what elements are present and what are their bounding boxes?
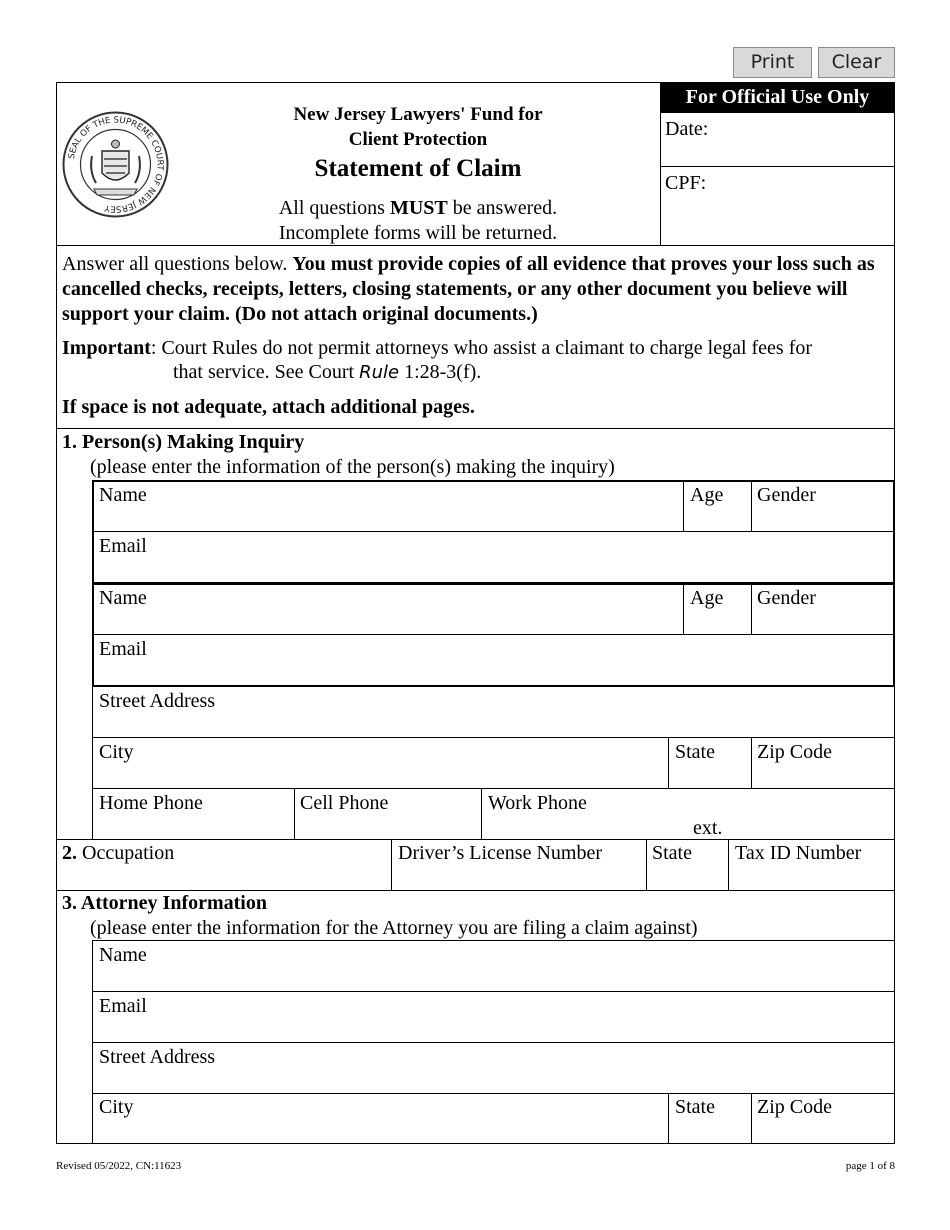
answer-note-suffix: be answered. bbox=[447, 197, 558, 219]
answer-note bbox=[180, 197, 656, 219]
attorney-state-input[interactable] bbox=[670, 1118, 749, 1142]
attorney-city-label: City bbox=[99, 1096, 134, 1118]
person2-age-input[interactable] bbox=[685, 609, 749, 633]
home-phone-input[interactable] bbox=[94, 814, 292, 838]
attorney-street-label: Street Address bbox=[99, 1046, 216, 1068]
attorney-zip-divider bbox=[751, 1093, 752, 1144]
section1-city-label: City bbox=[99, 741, 134, 763]
license-input[interactable] bbox=[393, 865, 644, 889]
attorney-name-bottom bbox=[92, 991, 895, 992]
person2-age-label: Age bbox=[690, 587, 724, 609]
important-text: : Court Rules do not permit attorneys who assist a claimant to charge legal fees for bbox=[150, 337, 813, 359]
attorney-street-bottom bbox=[92, 1093, 895, 1094]
official-date-label: Date: bbox=[665, 118, 709, 140]
person2-gender-label: Gender bbox=[757, 587, 816, 609]
person1-age-input[interactable] bbox=[685, 506, 749, 530]
work-phone-input[interactable] bbox=[483, 814, 688, 838]
attorney-name-label: Name bbox=[99, 944, 147, 966]
cell-phone-input[interactable] bbox=[296, 814, 479, 838]
person2-email-label: Email bbox=[99, 638, 147, 660]
instructions-evidence: You must provide copies of all evidence that proves your loss such as cancelled checks, receipts, letters, closing statements, or any other document you believe will support your claim. (Do not attach original documents.) bbox=[62, 253, 875, 325]
section1-zip-label: Zip Code bbox=[757, 741, 832, 763]
section1-work-divider bbox=[481, 788, 482, 839]
page-title: Statement of Claim bbox=[314, 155, 522, 182]
person2-email-input[interactable] bbox=[160, 636, 892, 684]
license-state-input[interactable] bbox=[648, 865, 726, 889]
section1-state-label: State bbox=[675, 741, 715, 763]
attorney-name-input[interactable] bbox=[94, 966, 892, 990]
instructions-paragraph bbox=[62, 252, 888, 327]
seal-ring-text: SEAL OF THE SUPREME COURT OF NEW JERSEY bbox=[66, 115, 165, 214]
incomplete-note: Incomplete forms will be returned. bbox=[278, 222, 558, 244]
attorney-city-input[interactable] bbox=[94, 1118, 666, 1142]
attorney-state-divider bbox=[668, 1093, 669, 1144]
section1-street-label: Street Address bbox=[99, 690, 216, 712]
license-label: Driver’s License Number bbox=[398, 842, 603, 864]
section2-license-divider bbox=[391, 839, 392, 890]
occupation-input[interactable] bbox=[58, 865, 389, 889]
tax-id-label: Tax ID Number bbox=[735, 842, 862, 864]
person1-gender-input[interactable] bbox=[753, 506, 892, 530]
attorney-email-input[interactable] bbox=[94, 1017, 892, 1041]
section2-number: 2. bbox=[62, 842, 77, 864]
important-line2-a: that service. See Court bbox=[173, 361, 360, 383]
section2-bottom-rule bbox=[56, 890, 895, 891]
occupation-label bbox=[62, 842, 174, 864]
section3-heading bbox=[62, 892, 267, 914]
answer-note-must: MUST bbox=[389, 197, 448, 219]
work-phone-label: Work Phone bbox=[488, 792, 587, 814]
person1-row-divider bbox=[92, 531, 895, 532]
section1-number: 1. bbox=[62, 431, 77, 453]
important-line2 bbox=[173, 361, 481, 384]
section1-zip-input[interactable] bbox=[753, 763, 892, 787]
official-cpf-label: CPF: bbox=[665, 172, 707, 194]
official-divider bbox=[660, 166, 895, 167]
official-use-title: For Official Use Only bbox=[660, 82, 895, 113]
occupation-text: Occupation bbox=[77, 842, 175, 864]
section1-street-input[interactable] bbox=[94, 712, 892, 736]
work-phone-ext-input[interactable] bbox=[730, 814, 892, 838]
page-number: page 1 of 8 bbox=[845, 1160, 895, 1172]
person1-name-input[interactable] bbox=[94, 506, 681, 530]
person2-name-input[interactable] bbox=[94, 609, 681, 633]
attorney-street-input[interactable] bbox=[94, 1068, 892, 1092]
revision-note: Revised 05/2022, CN:11623 bbox=[56, 1160, 182, 1172]
section1-address-left bbox=[92, 687, 93, 839]
section1-city-bottom bbox=[92, 788, 895, 789]
form-border-left bbox=[56, 82, 57, 1144]
person2-gender-input[interactable] bbox=[753, 609, 892, 633]
person1-name-label: Name bbox=[99, 484, 147, 506]
clear-button[interactable]: Clear bbox=[818, 47, 895, 78]
person1-gender-label: Gender bbox=[757, 484, 816, 506]
section3-number: 3. bbox=[62, 892, 77, 914]
answer-note-prefix: All questions bbox=[278, 197, 390, 219]
header-bottom-rule bbox=[56, 245, 895, 246]
org-name-line1: New Jersey Lawyers' Fund for bbox=[293, 104, 543, 125]
work-phone-ext-label: ext. bbox=[693, 817, 723, 839]
section3-subtitle: (please enter the information for the Attorney you are filing a claim against) bbox=[90, 917, 698, 939]
person1-email-input[interactable] bbox=[160, 533, 892, 581]
person1-email-label: Email bbox=[99, 535, 147, 557]
form-border-bottom bbox=[56, 1143, 895, 1144]
attorney-zip-input[interactable] bbox=[753, 1118, 892, 1142]
person1-gender-divider bbox=[751, 480, 752, 532]
person2-gender-divider bbox=[751, 583, 752, 635]
important-line1 bbox=[62, 337, 812, 359]
official-cpf-field[interactable] bbox=[712, 168, 892, 243]
section1-heading bbox=[62, 431, 304, 453]
attorney-email-label: Email bbox=[99, 995, 147, 1017]
section1-bottom-rule bbox=[56, 839, 895, 840]
attorney-email-bottom bbox=[92, 1042, 895, 1043]
section1-state-divider bbox=[668, 737, 669, 789]
important-label: Important bbox=[62, 337, 151, 359]
section1-street-bottom bbox=[92, 737, 895, 738]
tax-id-input[interactable] bbox=[730, 865, 892, 889]
section1-cell-divider bbox=[294, 788, 295, 839]
instructions-bottom-rule bbox=[56, 428, 895, 429]
section2-tax-divider bbox=[728, 839, 729, 890]
section2-state-divider bbox=[646, 839, 647, 890]
official-date-field[interactable] bbox=[722, 114, 892, 164]
print-button[interactable]: Print bbox=[733, 47, 812, 78]
section3-box-top bbox=[92, 940, 895, 941]
person2-name-label: Name bbox=[99, 587, 147, 609]
license-state-label: State bbox=[652, 842, 692, 864]
supreme-court-seal-icon bbox=[62, 111, 169, 218]
section1-subtitle: (please enter the information of the person(s) making the inquiry) bbox=[90, 456, 615, 478]
section1-city-input[interactable] bbox=[94, 763, 666, 787]
important-line2-b: 1:28-3(f). bbox=[399, 361, 482, 383]
home-phone-label: Home Phone bbox=[99, 792, 203, 814]
person1-age-divider bbox=[683, 480, 684, 532]
attorney-zip-label: Zip Code bbox=[757, 1096, 832, 1118]
cell-phone-label: Cell Phone bbox=[300, 792, 389, 814]
person2-row-divider bbox=[92, 634, 895, 635]
person1-age-label: Age bbox=[690, 484, 724, 506]
section1-zip-divider bbox=[751, 737, 752, 789]
section1-title: Person(s) Making Inquiry bbox=[77, 431, 305, 453]
section3-title: Attorney Information bbox=[77, 892, 267, 914]
section1-state-input[interactable] bbox=[670, 763, 749, 787]
org-name-line2: Client Protection bbox=[348, 129, 488, 150]
instructions-intro: Answer all questions below. bbox=[62, 253, 293, 275]
space-note: If space is not adequate, attach additional pages. bbox=[62, 396, 475, 418]
person2-age-divider bbox=[683, 583, 684, 635]
important-rule: Rule bbox=[359, 362, 400, 383]
attorney-state-label: State bbox=[675, 1096, 715, 1118]
